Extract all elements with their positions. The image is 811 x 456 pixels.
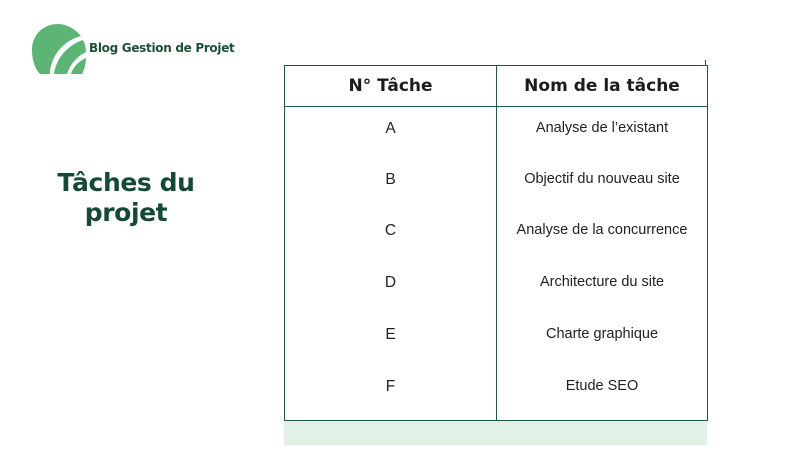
task-name: Charte graphique xyxy=(545,326,659,342)
task-number: A xyxy=(385,120,396,137)
task-number: D xyxy=(384,274,397,291)
leaf-logo-icon xyxy=(31,24,87,74)
page-title-line-1: Tâches du xyxy=(57,168,195,197)
table-row xyxy=(285,211,708,263)
task-number-cell xyxy=(285,159,497,211)
task-name: Objectif du nouveau site xyxy=(524,171,680,187)
task-name-cell xyxy=(497,159,708,211)
task-number: B xyxy=(385,171,396,188)
table-row xyxy=(285,315,708,367)
task-number-cell xyxy=(285,367,497,421)
task-number: C xyxy=(384,222,397,239)
table-edge-tick xyxy=(705,60,706,66)
task-name-cell xyxy=(497,211,708,263)
brand-logo xyxy=(31,24,234,74)
task-name-cell xyxy=(497,367,708,421)
tasks-table-container xyxy=(284,65,707,445)
task-number-cell xyxy=(285,211,497,263)
table-row xyxy=(285,367,708,421)
column-header-task-name: Nom de la tâche xyxy=(497,66,708,107)
table-row xyxy=(285,107,708,160)
page-title-line-2: projet xyxy=(84,198,168,227)
brand-name: Blog Gestion de Projet xyxy=(89,40,235,55)
task-name: Analyse de la concurrence xyxy=(516,222,688,238)
table-row xyxy=(285,263,708,315)
task-number: E xyxy=(385,326,396,343)
task-name-cell xyxy=(497,315,708,367)
task-name: Etude SEO xyxy=(565,378,639,394)
task-number-cell xyxy=(285,315,497,367)
table-footer-band xyxy=(284,421,707,445)
task-name-cell xyxy=(497,107,708,160)
table-row xyxy=(285,159,708,211)
task-number-cell xyxy=(285,263,497,315)
task-name: Analyse de l’existant xyxy=(535,120,669,136)
task-number: F xyxy=(385,378,396,395)
table-header-row xyxy=(285,66,708,107)
column-header-task-number: N° Tâche xyxy=(285,66,497,107)
task-name-cell xyxy=(497,263,708,315)
task-number-cell xyxy=(285,107,497,160)
task-name: Architecture du site xyxy=(539,274,665,290)
tasks-table xyxy=(284,65,708,421)
page-title xyxy=(40,168,212,228)
